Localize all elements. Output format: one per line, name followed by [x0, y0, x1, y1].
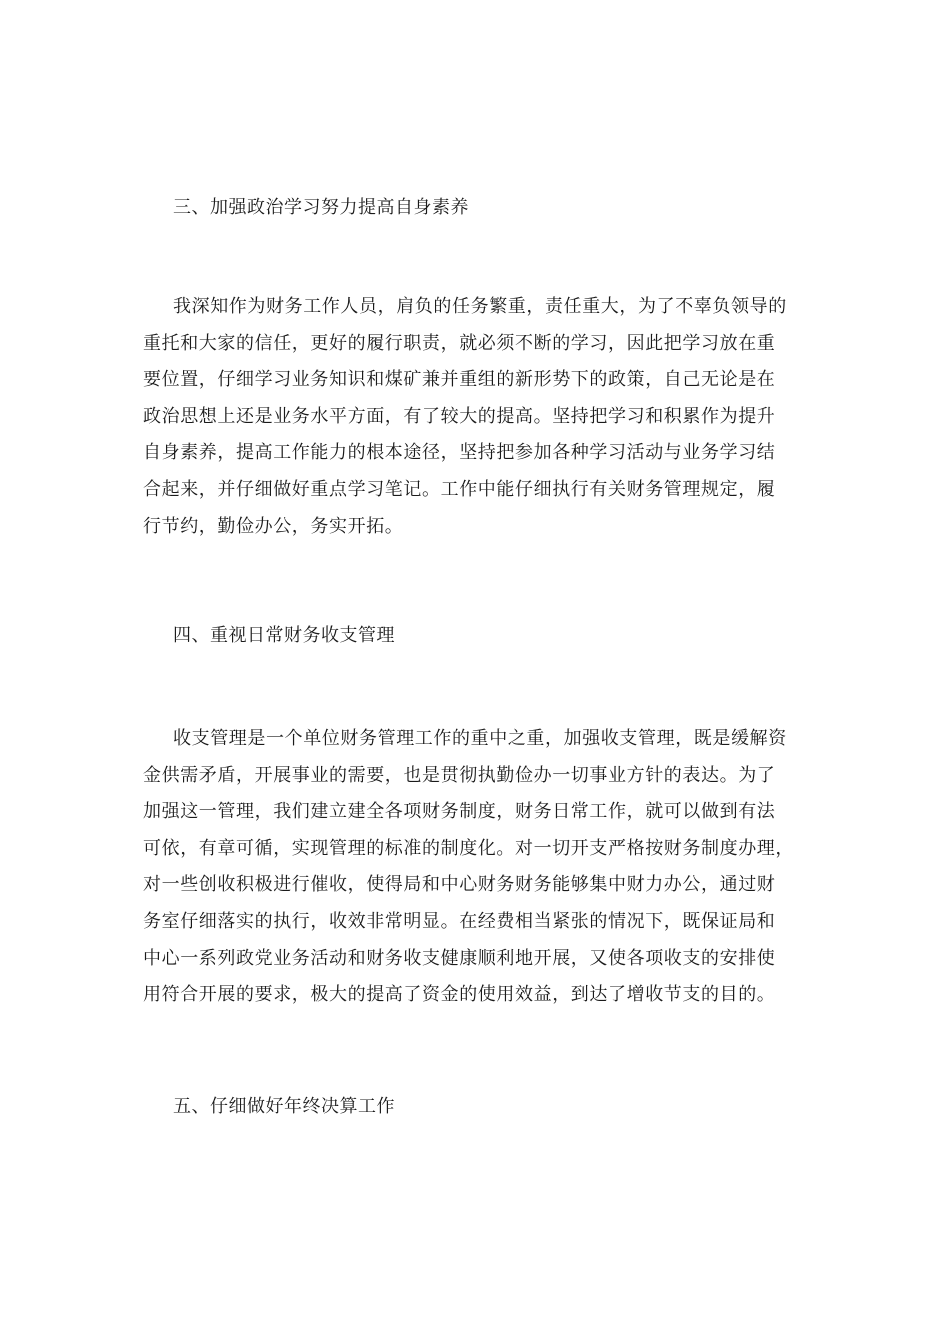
paragraph-line: 中心一系列政党业务活动和财务收支健康顺利地开展，又使各项收支的安排使: [143, 947, 776, 969]
paragraph-line: 对一些创收积极进行催收，使得局和中心财务财务能够集中财力办公，通过财: [143, 874, 776, 896]
paragraph-line: 行节约，勤俭办公，务实开拓。: [143, 515, 404, 537]
paragraph-line: 收支管理是一个单位财务管理工作的重中之重，加强收支管理，既是缓解资: [173, 728, 787, 749]
paragraph-line: 合起来，并仔细做好重点学习笔记。工作中能仔细执行有关财务管理规定，履: [143, 478, 776, 500]
paragraph-line: 重托和大家的信任，更好的履行职责，就必须不断的学习，因此把学习放在重: [143, 332, 776, 354]
paragraph-line: 用符合开展的要求，极大的提高了资金的使用效益，到达了增收节支的目的。: [143, 984, 776, 1006]
paragraph-line: 政治思想上还是业务水平方面，有了较大的提高。坚持把学习和积累作为提升: [143, 405, 776, 427]
section-heading-5: 五、仔细做好年终决算工作: [173, 1096, 395, 1117]
paragraph-line: 要位置，仔细学习业务知识和煤矿兼并重组的新形势下的政策，自己无论是在: [143, 369, 776, 391]
section-paragraph-4: [143, 721, 808, 1014]
section-paragraph-3: [143, 289, 808, 545]
paragraph-line: 金供需矛盾，开展事业的需要，也是贯彻执勤俭办一切事业方针的表达。为了: [143, 764, 776, 786]
section-heading-3: 三、加强政治学习努力提高自身素养: [173, 197, 469, 218]
paragraph-line: 可依，有章可循，实现管理的标准的制度化。对一切开支严格按财务制度办理，: [143, 837, 794, 859]
paragraph-line: 自身素养，提高工作能力的根本途径，坚持把参加各种学习活动与业务学习结: [143, 442, 776, 464]
section-heading-4: 四、重视日常财务收支管理: [173, 625, 395, 646]
paragraph-line: 我深知作为财务工作人员，肩负的任务繁重，责任重大，为了不辜负领导的: [173, 296, 787, 317]
paragraph-line: 务室仔细落实的执行，收效非常明显。在经费相当紧张的情况下，既保证局和: [143, 910, 776, 932]
paragraph-line: 加强这一管理，我们建立建全各项财务制度，财务日常工作，就可以做到有法: [143, 801, 776, 823]
